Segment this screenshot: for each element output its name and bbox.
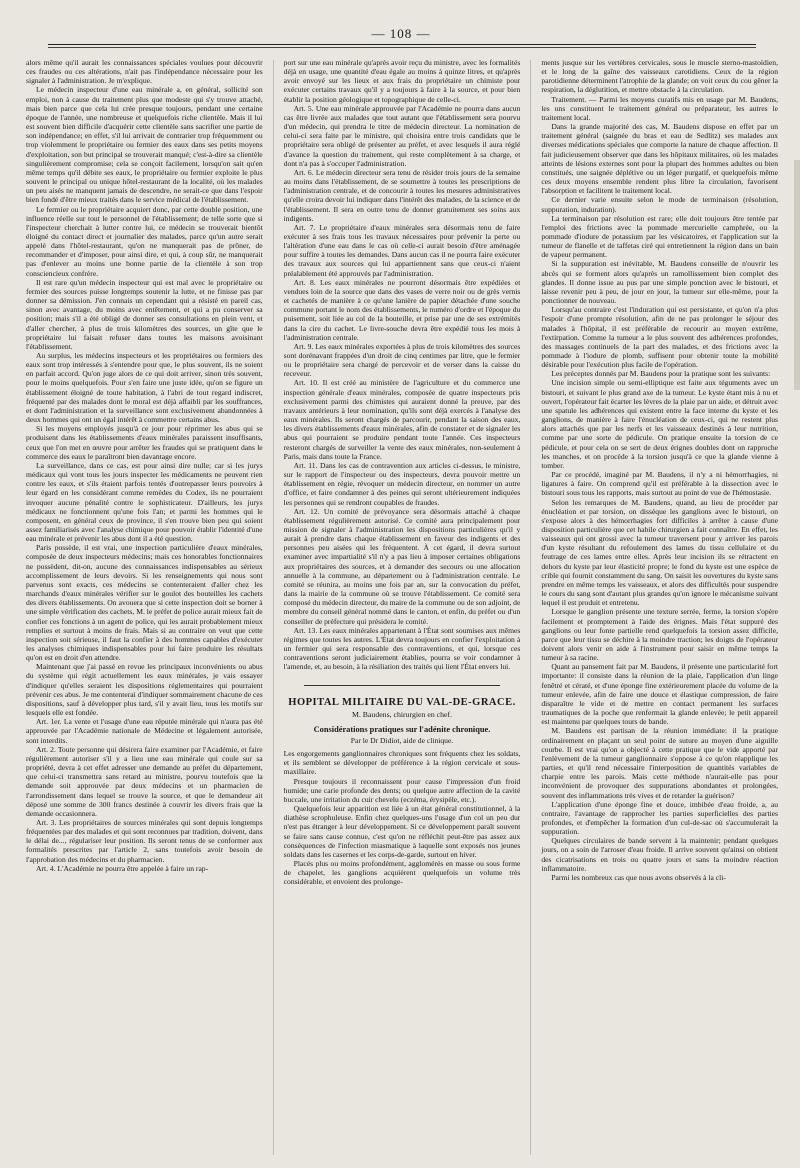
- paragraph: Art. 8. Les eaux minérales ne pourront désormais être expédiées et vendues loin de la source que dans des vases de verre noir ou de grès vernis et cachetés de manière à ce qu'une lanière de papier détachée d'une souche commune portant le nom des établissements, le numéro d'ordre et l'époque du puisement, soit liée au col de la bouteille, et prise par une de ses extrémités dans la cire du cachet. Le livre-souche devra être expédié tous les mois à l'administration centrale.: [283, 277, 521, 342]
- article-heading: Considérations pratiques sur l'adénite chronique.: [313, 724, 491, 734]
- column-left: [26, 58, 263, 1158]
- paragraph: Traitement. — Parmi les moyens curatifs mis en usage par M. Baudens, les uns constituent le traitement général ou préparateur, les autres le traitement local.: [541, 94, 778, 122]
- column-middle: [284, 58, 521, 1158]
- paragraph: Les engorgements ganglionnaires chroniques sont fréquents chez les soldats, et ils semblent se développer de préférence à la région cervicale et sous-maxillaire.: [283, 749, 521, 777]
- header-rule-secondary: [48, 47, 756, 48]
- paragraph: Par ce procédé, imaginé par M. Baudens, il n'y a ni hémorrhagies, ni ligatures à faire. On comprend qu'il est préférable à la dissection avec le bistouri sous tous les rapports, mais surtout au point de vue de l'hémostasie.: [541, 470, 778, 498]
- paragraph: Les préceptes donnés par M. Baudens pour la pratique sont les suivants:: [551, 369, 771, 379]
- section-ornament-rule: [304, 685, 501, 686]
- paragraph: L'application d'une éponge fine et douce, imbibée d'eau froide, a, au contraire, l'avantage de rapprocher les parties superficielles des parties profondes, et d'empêcher la formation d'un cul-de-sac où s'accumulerait la suppuration.: [541, 799, 778, 837]
- paragraph: Ce dernier varie ensuite selon le mode de terminaison (résolution, suppuration, induration).: [541, 195, 778, 214]
- hospital-section: [284, 685, 521, 745]
- paragraph: Dans la grande majorité des cas, M. Baudens dispose en effet par un traitement général (saignée du bras et eau de Sedlitz) ses malades aux diverses médications spéciales que comporte la nature de chaque affection. Il fait judicieusement observer que dans les hôpitaux militaires, où les malades atteints de lésions externes sont pour la plupart des hommes adultes ou bien constitués, une saignée déplétive ou un léger purgatif, et quelquefois même ces deux moyens ensemble rendent plus libre la circulation, favorisent l'absorption et facilitent le traitement local.: [541, 122, 778, 196]
- paragraph: Lorsque le ganglion présente une texture serrée, ferme, la torsion s'opère facilement et promptement à l'aide des érignes. Mais l'état suppuré des ganglions ou leur fonte partielle rend quelquefois la torsion assez difficile, parce que leur tissu se déchire à la moindre traction; les doigts de l'opérateur doivent alors venir en aide à l'instrument pour saisir en même temps la tumeur à sa racine.: [541, 607, 778, 663]
- paragraph: Au surplus, les médecins inspecteurs et les propriétaires ou fermiers des eaux sont trop intéressés à s'entendre pour que, le plus souvent, ils ne soient en parfait accord. Qu'on juge alors de ce qui doit arriver, sinon très souvent, pour le moins quelquefois. Pour s'en faire une juste idée, qu'on se figure un établissement éloigné de toute habitation, à l'abri de tout regard indiscret, fréquenté par des malades dont le moral est déjà affaibli par les souffrances, et dont l'administration et la surveillance sont exclusivement abandonnées à deux hommes qui ont un égal intérêt à commettre certains abus.: [26, 351, 263, 425]
- paragraph: Presque toujours il reconnaissent pour cause l'impression d'un froid humide; une carie profonde des dents; ou quelque autre affection de la cavité buccale, une irritation du cuir chevelu (eczéma, érysipèle, etc.).: [283, 776, 521, 804]
- paragraph: Selon les remarques de M. Baudens, quand, au lieu de procéder par énucléation et par torsion, on dissèque les ganglions avec le bistouri, on s'expose alors à des hémorrhagies fort difficiles à arrêter à cause d'une disposition particulière que cet habile chirurgien a fait connaître. En effet, les vaisseaux qui ont grossi avec la tumeur traversent pour y arriver les parois d'un kyste résultant du refoulement des lames du tissu cellulaire et du feutrage de ces lames entre elles. Après leur incision ils se rétractent en dehors du kyste par leur élasticité propre; le fond du kyste est une espèce de crible qui fournit constamment du sang. On saisit les ouvertures du kyste sans prendre en même temps les vaisseaux, et alors des difficultés pour suspendre le cours du sang sont d'autant plus grandes qu'on ignore le mécanisme suivant lequel il est produit et entretenu.: [541, 497, 778, 608]
- page-number: — 108 —: [371, 26, 431, 41]
- page-edge-shadow: [794, 160, 800, 390]
- paragraph: Le fermier ou le propriétaire acquiert donc, par cette double position, une influence réelle sur tout le personnel de l'établissement; de telle sorte que si l'inspecteur cherchait à lutter contre lui, ce médecin se trouverait bientôt éloigné du contact direct et journalier des malades, parce qu'un autre serait appelé dans l'hôtel-restaurant, qu'on ne manquerait pas de prôner, de recommander et d'imposer, pour ainsi dire, et qui, à coup sûr, ne manquerait pas d'enlever au moins une bonne partie de la clientèle à son trop consciencieux confrère.: [26, 204, 263, 278]
- paragraph: Art. 1er. La vente et l'usage d'une eau réputée minérale qui n'aura pas été approuvée par l'Académie nationale de Médecine et légalement autorisée, sont interdits.: [26, 717, 263, 745]
- paragraph: Si la suppuration est inévitable, M. Baudens conseille de n'ouvrir les abcès qui se forment alors qu'après un ramollissement bien complet des glandes. Il donne issue au pus par une simple ponction avec le bistouri, et laisse revenir peu à peu, de jour en jour, la tumeur sur elle-même, pour la ponctionner de nouveau.: [541, 259, 778, 306]
- paragraph: Art. 10. Il est créé au ministère de l'agriculture et du commerce une inspection générale d'eaux minérales, composée de quatre inspecteurs pris exclusivement parmi des chimistes qui auraient donné la preuve, par des travaux antérieurs à leur nomination, qu'ils sont déjà exercés à l'analyse des eaux minérales. Ils seront chargés de parcourir, pendant la saison des eaux, les divers établissements d'eaux minérales, afin de constater et de signaler les abus qui pourraient se produire pendant toute l'année. Ces inspecteurs resteront chargés de surveiller la vente des eaux minérales, non-seulement à Paris, mais dans toute la France.: [283, 378, 521, 461]
- paragraph: Quant au pansement fait par M. Baudens, il présente une particularité fort importante: il consiste dans la réunion de la plaie, l'application d'un linge fenêtré et cératé, et d'une éponge fine extérieurement placée du volume de la tumeur enlevée, afin de faire une douce et élastique compression, de faire disparaître le vide et de mettre en contact permanent les surfaces traumatiques de la poche que renfermait la glande enlevée; le petit appareil est maintenu par quelques tours de bande.: [541, 662, 778, 727]
- column-divider: [530, 60, 531, 1155]
- hospital-subtitle: M. Baudens, chirurgien en chef.: [351, 709, 453, 719]
- paragraph: Quelques circulaires de bande servent à la maintenir; pendant quelques jours, on a soin de l'arroser d'eau froide. Il arrive souvent qu'ainsi on obtient des cicatrisations en trois ou quatre jours et sans la moindre réaction inflammatoire.: [541, 836, 778, 873]
- paragraph: Paris possède, il est vrai, une inspection particulière d'eaux minérales, composée de deux inspecteurs médecins; mais ces honorables fonctionnaires ne possèdent, dit-on, aucune des connaissances indispensables au sérieux accomplissement de leurs devoirs. Si les renseignements qui nous sont parvenus sont exacts, ces médecins se contenteraient d'aller chez les marchands d'eaux minérales vérifier sur le goulot des bouteilles les cachets des divers établissements. On avouera que si cette inspection doit se borner à une simple vérification des cachets, M. le préfet de police aurait mieux fait de confier ces fonctions à un agent de police, qui les aurait probablement mieux remplies et surtout à moins de frais. Mais si au contraire on veut que cette inspection soit sérieuse, il faut la confier à des hommes capables d'exécuter les analyses chimiques indispensables pour lui faire produire les résultats qu'on est en droit d'en attendre.: [26, 543, 263, 663]
- paragraph: Art. 2. Toute personne qui désirera faire examiner par l'Académie, et faire régulièrement autoriser s'il y a lieu une eau minérale qui coule sur sa propriété, devra à cet effet adresser une demande au préfet du département, que celui-ci transmettra sans retard au ministre, pourvu toutefois que la demande soit approuvée par deux médecins et un pharmacien de l'arrondissement dans lequel se trouve la source, et que le demandeur ait déposé une somme de 300 francs destinée à couvrir les divers frais que la demande occasionnera.: [26, 744, 263, 818]
- article-author: Par le Dr Didiot, aide de clinique.: [350, 735, 454, 745]
- paragraph: ments jusque sur les vertèbres cervicales, sous le muscle sterno-mastoïdien, et le long de la gaîne des vaisseaux carotidiens. Ceux de la région parotidienne déterminent l'atrophie de la glande; on voit ceux du cou gêner la respiration, la déglutition, et mettre obstacle à la circulation.: [541, 58, 778, 95]
- paragraph: La terminaison par résolution est rare; elle doit toujours être tentée par l'emploi des frictions avec la pommade mercurielle camphrée, ou la pommade d'iodure de potassium par les vésicatoires, et l'application sur la tumeur de flanelle et de taffetas ciré qui entretiennent la région dans un bain de vapeur permanent.: [541, 213, 778, 260]
- paragraph: alors même qu'il aurait les connaissances spéciales voulues pour découvrir ces fraudes ou ces altérations, n'ait pas l'indépendance nécessaire pour les signaler à l'administration. Je m'explique.: [26, 58, 263, 86]
- paragraph: Une incision simple ou semi-elliptique est faite aux téguments avec un bistouri, et suivant le plus grand axe de la tumeur. Le kyste étant mis à nu et ouvert, l'opérateur fait écarter les lèvres de la plaie par un aide, et détruit avec une spatule les adhérences qui existent entre la face interne du kyste et les ganglions, de manière à faire l'énucléation de ceux-ci, qui ne restent plus alors attachés que par les nerfs et les vaisseaux destinés à leur nutrition, comme par une sorte de pédicule. On pratique ensuite la torsion de ce pédicule, et pour cela on se sert de deux érignes doubles dont on rapproche les manches, et on procède à la torsion jusqu'à ce que la glande vienne à tomber.: [541, 378, 778, 470]
- paragraph: Placés plus ou moins profondément, agglomérés en masse ou sous forme de chapelet, les ganglions acquièrent quelquefois un volume très considérable, et envoient des prolonge-: [283, 858, 521, 887]
- paragraph: Le médecin inspecteur d'une eau minérale a, en général, sollicité son emploi, non à cause du traitement plus que modeste qui s'y trouve attaché, mais bien parce que cela lui crée presque toujours, pendant une certaine époque de l'année, une nombreuse et quelquefois riche clientèle. Mais il lui est souvent bien difficile d'acquérir cette clientèle sans sacrifier une partie de son indépendance; en effet, s'il lui arrivait de contrarier trop fréquemment ou trop violemment le propriétaire ou fermier des eaux dans ses petits moyens d'exploitation, son but principal se trouverait manqué; c'est-à-dire sa clientèle singulièrement compromise; cela se conçoit facilement, lorsqu'on sait qu'en même temps qu'il débite ses eaux, le propriétaire ou fermier exploite le plus souvent le principal ou unique hôtel-restaurant de la localité, où les malades un peu aisés ne manquent jamais de descendre, ne serait-ce que dans l'espoir bien fondé d'être mieux traités dans le service médical de l'établissement.: [26, 85, 263, 205]
- column-divider: [273, 60, 274, 1155]
- paragraph: Art. 9. Les eaux minérales exportées à plus de trois kilomètres des sources sont dorénavant frappées d'un droit de cinq centimes par litre, que le fermier ou le propriétaire sera chargé de percevoir et de verser dans la caisse du receveur.: [283, 341, 521, 379]
- column-middle-article-body: [284, 749, 521, 886]
- paragraph: Parmi les nombreux cas que nous avons observés à la cli-: [551, 872, 726, 882]
- paragraph: La surveillance, dans ce cas, est pour ainsi dire nulle; car si les jurys médicaux qui vont tous les jours inspecter les médicaments ne peuvent rien contre les eaux, et s'ils étaient parfois tentés d'outrepasser leurs pouvoirs à leur égard en les considérant comme remèdes du Codex, ils ne pourraient invoquer aucune pénalité contre le sophisticateur. D'ailleurs, les jurys médicaux ne fonctionnent qu'une fois l'an; et parmi les hommes qui le composent, en général ceux de province, il s'en trouve bien peu qui soient assez familiarisés avec l'analyse chimique pour pouvoir établir l'identité d'une eau minérale et prévenir les abus dont il a été question.: [26, 460, 263, 544]
- column-middle-articles: [284, 58, 521, 671]
- paragraph: Art. 11. Dans les cas de contravention aux articles ci-dessus, le ministre, sur le rapport de l'inspecteur ou des inspecteurs, devra pouvoir mettre un établissement en régie, révoquer un médecin directeur, en nommer un autre d'office, et faire condamner à des peines qui seront ultérieurement indiquées les personnes qui se rendront coupables de fraudes.: [283, 460, 521, 507]
- paragraph: Art. 3. Les propriétaires de sources minérales qui sont depuis longtemps fréquentées par des malades et qui sont reconnues par tradition, doivent, dans le délai de..., régulariser leur position. Ils seront tenus de se conformer aux formalités prescrites par l'article 2, sans toutefois avoir besoin de l'approbation des médecins et du pharmacien.: [26, 817, 263, 864]
- page-header: [22, 26, 780, 52]
- paragraph: Lorsqu'au contraire c'est l'induration qui est persistante, et qu'on n'a plus l'espoir d'une prompte résolution, afin de ne pas prolonger le séjour des malades à l'hôpital, il est préférable de recourir au moyen extrême, l'extirpation. Comme la tumeur a le plus souvent des adhérences profondes, des massages continuels de la part des malades, et des frictions avec la pommade à l'iodure de plomb, suffisent pour obtenir toute la mobilité désirable pour l'exécution plus facile de l'opération.: [541, 305, 778, 370]
- paragraph: Art. 4. L'Académie ne pourra être appelée à faire un rap-: [36, 863, 209, 873]
- paragraph: port sur une eau minérale qu'après avoir reçu du ministre, avec les formalités déjà en usage, une quantité d'eau égale au moins à quinze litres, et qu'après avoir envoyé sur les lieux et aux frais du propriétaire un chimiste pour exécuter certains travaux qu'il y a toujours à faire à la source, et pour bien établir la position géologique et topographique de celle-ci.: [283, 58, 521, 104]
- paragraph: Art. 6. Le médecin directeur sera tenu de résider trois jours de la semaine au moins dans l'établissement, de se soumettre à toutes les prescriptions de l'administration centrale, et de concourir à toutes les mesures administratives qu'elle croira devoir lui indiquer dans l'intérêt des malades, de la science et de l'établissement. Il sera en outre tenu de donner gratuitement ses soins aux indigents.: [283, 167, 521, 223]
- paragraph: M. Baudens est partisan de la réunion immédiate: il la pratique ordinairement en plaçant un seul point de suture au moyen d'une aiguille courbe. Il est vrai qu'on a objecté à cette pratique que le vide apporté par l'enlèvement de la tumeur ganglionnaire s'oppose à ce qu'on réapplique les parties, et qu'il rend nécessaire l'interposition de quantités variables de charpie entre les parois. Mais cette méthode n'aurait-elle pas pour inconvénient de provoquer des suppurations abondantes et prolongées, souvent des inflammations très vives et de retarder la guérison?: [541, 726, 778, 800]
- paragraph: Si les moyens employés jusqu'à ce jour pour réprimer les abus qui se produisent dans les établissements d'eaux minérales paraissent insuffisants, ceux que l'on met en œuvre pour arrêter les fraudes qui se pratiquent dans le commerce des eaux le paraîtront bien davantage encore.: [26, 424, 263, 461]
- column-right: [541, 58, 778, 1158]
- paragraph: Art. 5. Une eau minérale approuvée par l'Académie ne pourra dans aucun cas être livrée aux malades que tout autant que l'établissement sera pourvu d'un médecin, qui prendra le titre de médecin directeur. La nomination de celui-ci sera faite par le ministre, qui choisira entre trois candidats que le propriétaire sera obligé de présenter au préfet, et avec lesquels il aura réglé d'avance la question du traitement, qui reste complètement à sa charge, et dont n'a pas à s'occuper l'administration.: [283, 103, 521, 168]
- paragraph: Art. 12. Un comité de prévoyance sera désormais attaché à chaque établissement régulièrement autorisé. Ce comité aura principalement pour mission de signaler à l'administration les dispositions particulières qu'il y aurait à prendre dans chaque établissement en faveur des indigents et des personnes peu aisées qui les fréquentent. À cet égard, il devra surtout examiner avec impartialité s'il n'y a pas lieu à imposer certaines obligations aux propriétaires des sources, et à demander des secours ou une allocation annuelle à la commune, au département ou à l'administration centrale. Le comité se réunira, au moins une fois par an, sur la convocation du préfet, dans la mairie de la commune où se trouve l'établissement. Ce comité sera composé du médecin directeur, du maire de la commune ou de son adjoint, de membre du conseil général nommé dans le canton, et enfin, du préfet ou d'un conseiller de préfecture qui présidera le comité.: [283, 506, 521, 626]
- paragraph: Quelquefois leur apparition est liée à un état général constitutionnel, à la diathèse scrophuleuse. Enfin chez quelques-uns l'usage d'un col un peu dur n'est pas étranger à leur développement. Si ce développement paraît souvent se faire sans cause connue, c'est qu'on ne réfléchit peut-être pas assez aux conséquences de l'infection miasmatique à laquelle sont exposés nos jeunes soldats dans les casernes et les corps-de-garde, surtout en hiver.: [283, 804, 521, 859]
- header-rule: [48, 44, 756, 45]
- hospital-title: HOPITAL MILITAIRE DU VAL-DE-GRACE.: [288, 697, 516, 709]
- paragraph: Art. 13. Les eaux minérales appartenant à l'État sont soumises aux mêmes régimes que toutes les autres. L'État devra toujours en confier l'exploitation à un fermier qui sera responsable des contraventions, et qui, lorsque ces contraventions seront judiciairement établies, pourra se voir condamner à l'amende, et, au besoin, à la résiliation des traités qui lient l'État envers lui.: [283, 625, 521, 672]
- paragraph: Maintenant que j'ai passé en revue les principaux inconvénients ou abus du système qui régit actuellement les eaux minérales, je vais essayer d'indiquer qu'elles seraient les dispositions réglementaires qui pourraient prévenir ces abus. Je me contenterai d'indiquer sommairement chacune de ces dispositions, sauf à développer plus tard, s'il y avait lieu, tous les motifs sur lesquels elle est fondée.: [26, 662, 263, 718]
- paragraph: Art. 7. Le propriétaire d'eaux minérales sera désormais tenu de faire exécuter à ses frais tous les travaux nécessaires pour prévenir la perte ou l'altération d'une eau dans le cas où celle-ci aurait besoin d'être aménagée pour suffire à toutes les demandes. Dans aucun cas il ne pourra faire exécuter des travaux aux sources qui lui appartiennent sans que ceux-ci n'aient préalablement été approuvés par l'administration.: [283, 222, 521, 278]
- text-columns: [26, 58, 778, 1158]
- paragraph: Il est rare qu'un médecin inspecteur qui est mal avec le propriétaire ou fermier des sources puisse longtemps soutenir la lutte, et ne finisse pas par donner sa démission. J'en connais un cependant qui a résisté en pareil cas, sinon avec avantage, du moins avec entêtement, et qui a pu conserver sa position; mais s'il a été obligé de donner ses consultations en plein vent, et d'aller chercher, à plus de trois kilomètres des sources, un gîte que le propriétaire lui faisait refuser dans toutes les maisons avoisinant l'établissement.: [26, 277, 263, 351]
